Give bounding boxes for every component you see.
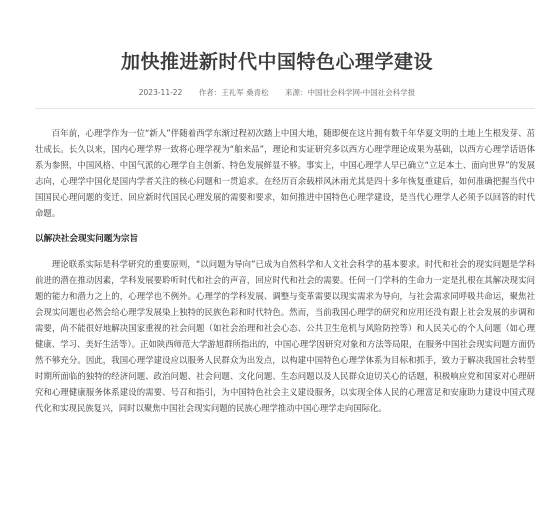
article-meta <box>0 88 554 98</box>
source-label: 来源： <box>285 88 308 97</box>
publish-date: 2023-11-22 <box>138 88 183 97</box>
title-divider <box>35 108 535 109</box>
author-label: 作者： <box>198 88 222 97</box>
article-body <box>35 125 535 427</box>
paragraph: 理论联系实际是科学研究的重要原则，“以问题为导向”已成为自然科学和人文社会科学的基本要求。时代和社会的现实问题是学科前进的潜在推动因素，学科发展要聆听时代和社会的声音，回应时代和社会的需要。任何一门学科的生命力一定是扎根在其解决现实问题的能力和潜力之上的，心理学也不例外。心理学的学科发展、调整与变革需要以现实需求为导向，与社会需求同呼吸共命运，聚焦社会现实问题也必然会给心理学发展染上独特的民族色彩和时代特色。然而，当前我国心理学的研究和应用还没有跟上社会发展的步调和需要，尚不能很好地解决国家重视的社会问题（如社会治理和社会心态、公共卫生危机与风险防控等）和人民关心的个人问题（如心理健康、学习、美好生活等）。正如陕西师范大学游旭群所指出的，中国心理学因研究对象和方法等局限，在服务中国社会现实问题方面仍然不够充分。因此，我国心理学建设应以服务人民群众为出发点，以构建中国特色心理学体系为目标和抓手，致力于解决我国社会转型时期所面临的独特的经济问题、政治问题、社会问题、文化问题、生态问题以及人民群众迫切关心的话题，积极响应党和国家对心理研究和心理健康服务体系建设的需要、号召和指引，为中国特色社会主义建设服务，以实现全体人民的心理富足和安康助力建设中国式现代化和实现民族复兴，同时以聚焦中国社会现实问题的民族心理学推动中国心理学走向国际化。 <box>35 258 535 414</box>
paragraph: 百年前，心理学作为一位“新人”伴随着西学东渐过程初次踏上中国大地，随即便在这片拥有数千年华夏文明的土地上生根发芽、茁壮成长。长久以来，国内心理学界一致将心理学视为“舶来品”，理论和实证研究多以西方心理学理论成果为基础，以西方心理学话语体系为参照，中国风格、中国气派的心理学自主创新、特色发展鲜显不够。事实上，中国心理学人早已确立“立足本土、面向世界”的发展志向，心理学中国化是国内学者关注的核心问题和一贯追求。在经历百余载栉风沐雨尤其是四十多年恢复重建后，如何准确把握当代中国国民心理问题的变迁、回应新时代国民心理发展的需要和要求，如何推进中国特色心理学建设，是当代心理学人必须予以回答的时代命题。 <box>35 128 535 219</box>
source-name[interactable]: 中国社会科学网-中国社会科学报 <box>307 88 416 97</box>
section-heading: 以解决社会现实问题为宗旨 <box>35 233 139 244</box>
article-title: 加快推进新时代中国特色心理学建设 <box>120 50 433 73</box>
author-names: 王礼军 桑青松 <box>221 88 269 97</box>
